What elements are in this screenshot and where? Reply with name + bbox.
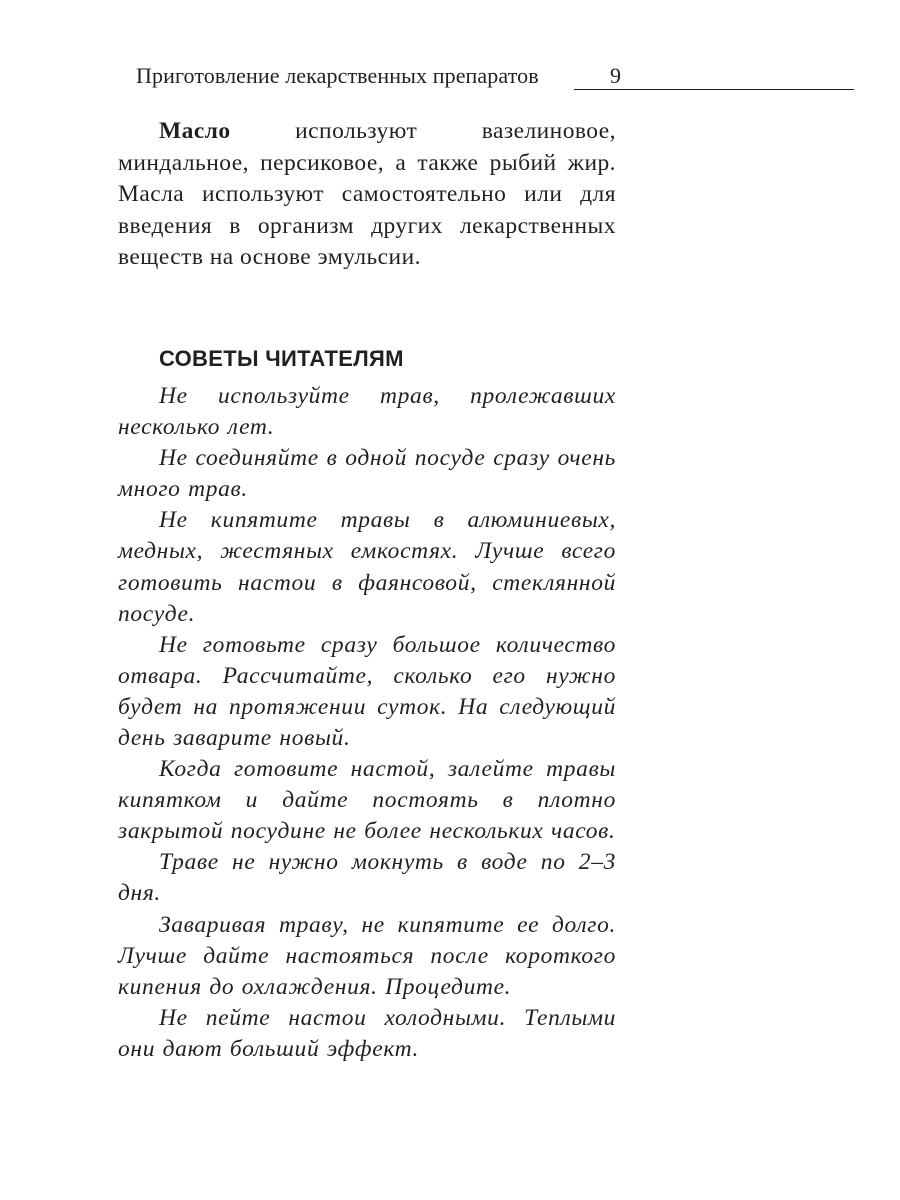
header-rule bbox=[574, 89, 854, 90]
tip-item: Не кипятите травы в алюминиевых, медных, жестяных емкостях. Лучше всего готовить настои в фаянсовой, стеклянной посуде. bbox=[118, 507, 616, 627]
oil-paragraph-text: используют вазелиновое, миндальное, персиковое, а также рыбий жир. Масла используют самостоятельно или для введения в организм других лекарственных веществ на основе эмульсии. bbox=[118, 118, 616, 271]
tip-item: Траве не нужно мокнуть в воде по 2–3 дня. bbox=[118, 849, 616, 907]
page-content bbox=[118, 116, 616, 1065]
running-header-title: Приготовление лекарственных препаратов bbox=[136, 63, 539, 88]
oil-term: Масло bbox=[159, 118, 231, 144]
tip-item: Когда готовите настой, залейте травы кипятком и дайте постоять в плотно закрытой посудине не более нескольких часов. bbox=[118, 756, 616, 845]
tip-item: Заваривая траву, не кипятите ее долго. Лучше дайте настояться после короткого кипения до охлаждения. Процедите. bbox=[118, 911, 616, 1000]
tip-item: Не соединяйте в одной посуде сразу очень много трав. bbox=[118, 445, 616, 503]
section-heading: СОВЕТЫ ЧИТАТЕЛЯМ bbox=[159, 345, 404, 371]
oil-paragraph bbox=[118, 116, 616, 274]
tip-item: Не используйте трав, пролежавших несколько лет. bbox=[118, 382, 616, 441]
running-header bbox=[136, 62, 854, 94]
tip-item: Не готовьте сразу большое количество отвара. Рассчитайте, сколько его нужно будет на протяжении суток. На следующий день заварите новый. bbox=[118, 631, 616, 751]
tip-item: Не пейте настои холодными. Теплыми они дают больший эффект. bbox=[118, 1004, 616, 1062]
page-number: 9 bbox=[610, 63, 621, 88]
tips-list bbox=[118, 381, 616, 1065]
